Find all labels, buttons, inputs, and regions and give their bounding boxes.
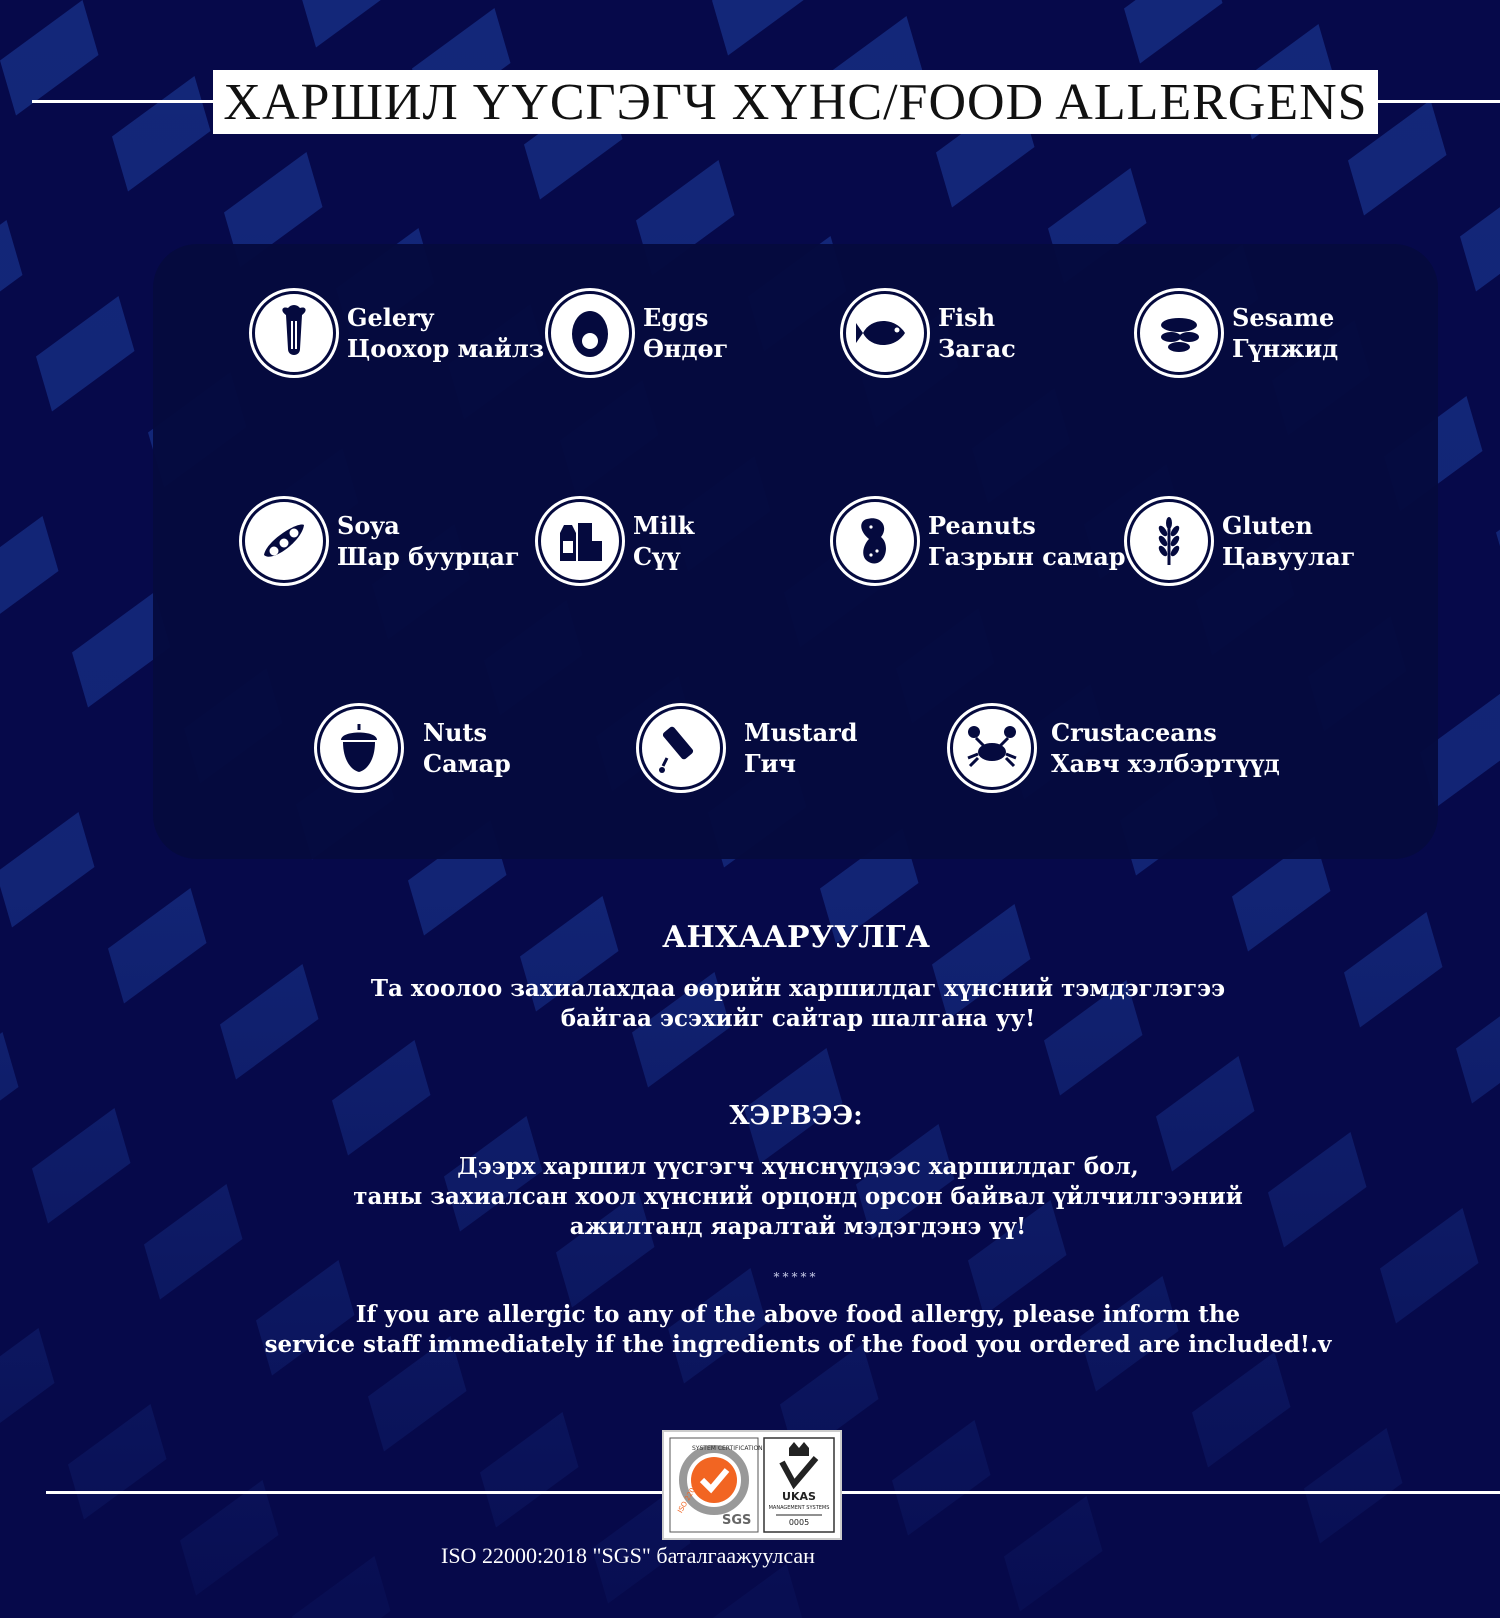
allergen-mn-label: Самар bbox=[423, 749, 511, 778]
page-title: ХАРШИЛ ҮҮСГЭГЧ ХҮНС/FOOD ALLERGENS bbox=[223, 73, 1368, 131]
allergen-mn-label: Гич bbox=[744, 749, 796, 778]
allergen-gluten bbox=[1124, 496, 1355, 586]
separator-stars: ***** bbox=[773, 1270, 819, 1284]
egg-icon bbox=[545, 288, 635, 378]
soybean-icon bbox=[239, 496, 329, 586]
allergen-mn-label: Сүү bbox=[633, 542, 680, 571]
footer-line-right bbox=[840, 1491, 1500, 1494]
certification-badge bbox=[662, 1430, 842, 1540]
fish-icon bbox=[840, 288, 930, 378]
allergen-mn-label: Гүнжид bbox=[1232, 334, 1339, 363]
acorn-icon bbox=[314, 703, 404, 793]
allergen-celery bbox=[249, 288, 544, 378]
allergen-mn-label: Цоохор майлз bbox=[347, 334, 545, 363]
allergen-en-label: Milk bbox=[633, 511, 695, 540]
ukas-sub-text: MANAGEMENT SYSTEMS bbox=[768, 1505, 830, 1511]
allergen-crustaceans bbox=[947, 703, 1280, 793]
notice-line: байгаа эсэхийг сайтар шалгана уу! bbox=[560, 1005, 1036, 1032]
celery-icon bbox=[249, 288, 339, 378]
allergen-peanuts bbox=[830, 496, 1126, 586]
if-heading: ХЭРВЭЭ: bbox=[729, 1101, 863, 1131]
allergen-en-label: Mustard bbox=[744, 718, 858, 747]
allergen-mn-label: Загас bbox=[938, 334, 1016, 363]
if-line: таны захиалсан хоол хүнсний орцонд орсон байвал үйлчилгээний bbox=[353, 1183, 1243, 1210]
allergen-eggs bbox=[545, 288, 728, 378]
sgs-logo bbox=[676, 1445, 762, 1528]
allergen-sesame bbox=[1134, 288, 1338, 378]
certification-logos bbox=[664, 1432, 840, 1538]
sesame-icon bbox=[1134, 288, 1224, 378]
allergen-mn-label: Хавч хэлбэртүүд bbox=[1051, 749, 1280, 778]
allergen-mn-label: Өндөг bbox=[643, 334, 729, 363]
allergen-en-label: Peanuts bbox=[928, 511, 1036, 540]
notice-line: Та хоолоо захиалахдаа өөрийн харшилдаг хүнсний тэмдэглэгээ bbox=[370, 975, 1226, 1002]
allergen-soya bbox=[239, 496, 520, 586]
allergen-mn-label: Газрын самар bbox=[928, 542, 1126, 571]
header-line-left bbox=[32, 100, 217, 103]
if-line: ажилтанд яаралтай мэдэгдэнэ үү! bbox=[569, 1213, 1027, 1240]
allergen-en-label: Sesame bbox=[1232, 303, 1335, 332]
wheat-icon bbox=[1124, 496, 1214, 586]
allergen-en-label: Nuts bbox=[423, 718, 487, 747]
allergen-nuts bbox=[314, 703, 511, 793]
ukas-text: UKAS bbox=[782, 1490, 816, 1503]
allergen-en-label: Gelery bbox=[347, 303, 434, 332]
ukas-number: 0005 bbox=[788, 1518, 810, 1527]
iso-ring-text: ISO 22000 bbox=[676, 1478, 702, 1515]
title-banner bbox=[213, 70, 1378, 134]
allergen-fish bbox=[840, 288, 1016, 378]
header-line-right bbox=[1374, 100, 1500, 103]
milk-icon bbox=[535, 496, 625, 586]
allergen-en-label: Soya bbox=[337, 511, 400, 540]
allergen-en-label: Fish bbox=[938, 303, 996, 332]
english-notice-line: If you are allergic to any of the above food allergy, please inform the bbox=[355, 1301, 1241, 1328]
sgs-ring-text: SYSTEM CERTIFICATION bbox=[692, 1445, 763, 1452]
if-line: Дээрх харшил үүсгэгч хүнснүүдээс харшилдаг бол, bbox=[457, 1153, 1139, 1180]
allergen-en-label: Gluten bbox=[1222, 511, 1313, 540]
mustard-icon bbox=[636, 703, 726, 793]
notice-heading: АНХААРУУЛГА bbox=[662, 920, 930, 955]
crab-icon bbox=[947, 703, 1037, 793]
allergen-mn-label: Цавуулаг bbox=[1222, 542, 1356, 571]
allergen-en-label: Eggs bbox=[643, 303, 709, 332]
footer-line-left bbox=[46, 1491, 664, 1494]
certification-caption: ISO 22000:2018 "SGS" баталгаажуулсан bbox=[441, 1543, 815, 1568]
allergen-milk bbox=[535, 496, 694, 586]
english-notice-line: service staff immediately if the ingredients of the food you ordered are included!.v bbox=[264, 1331, 1332, 1358]
allergen-en-label: Crustaceans bbox=[1051, 718, 1217, 747]
allergen-mustard bbox=[636, 703, 858, 793]
peanut-icon bbox=[830, 496, 920, 586]
ukas-logo bbox=[769, 1442, 830, 1527]
allergen-mn-label: Шар буурцаг bbox=[337, 542, 520, 571]
sgs-text: SGS bbox=[722, 1513, 752, 1528]
